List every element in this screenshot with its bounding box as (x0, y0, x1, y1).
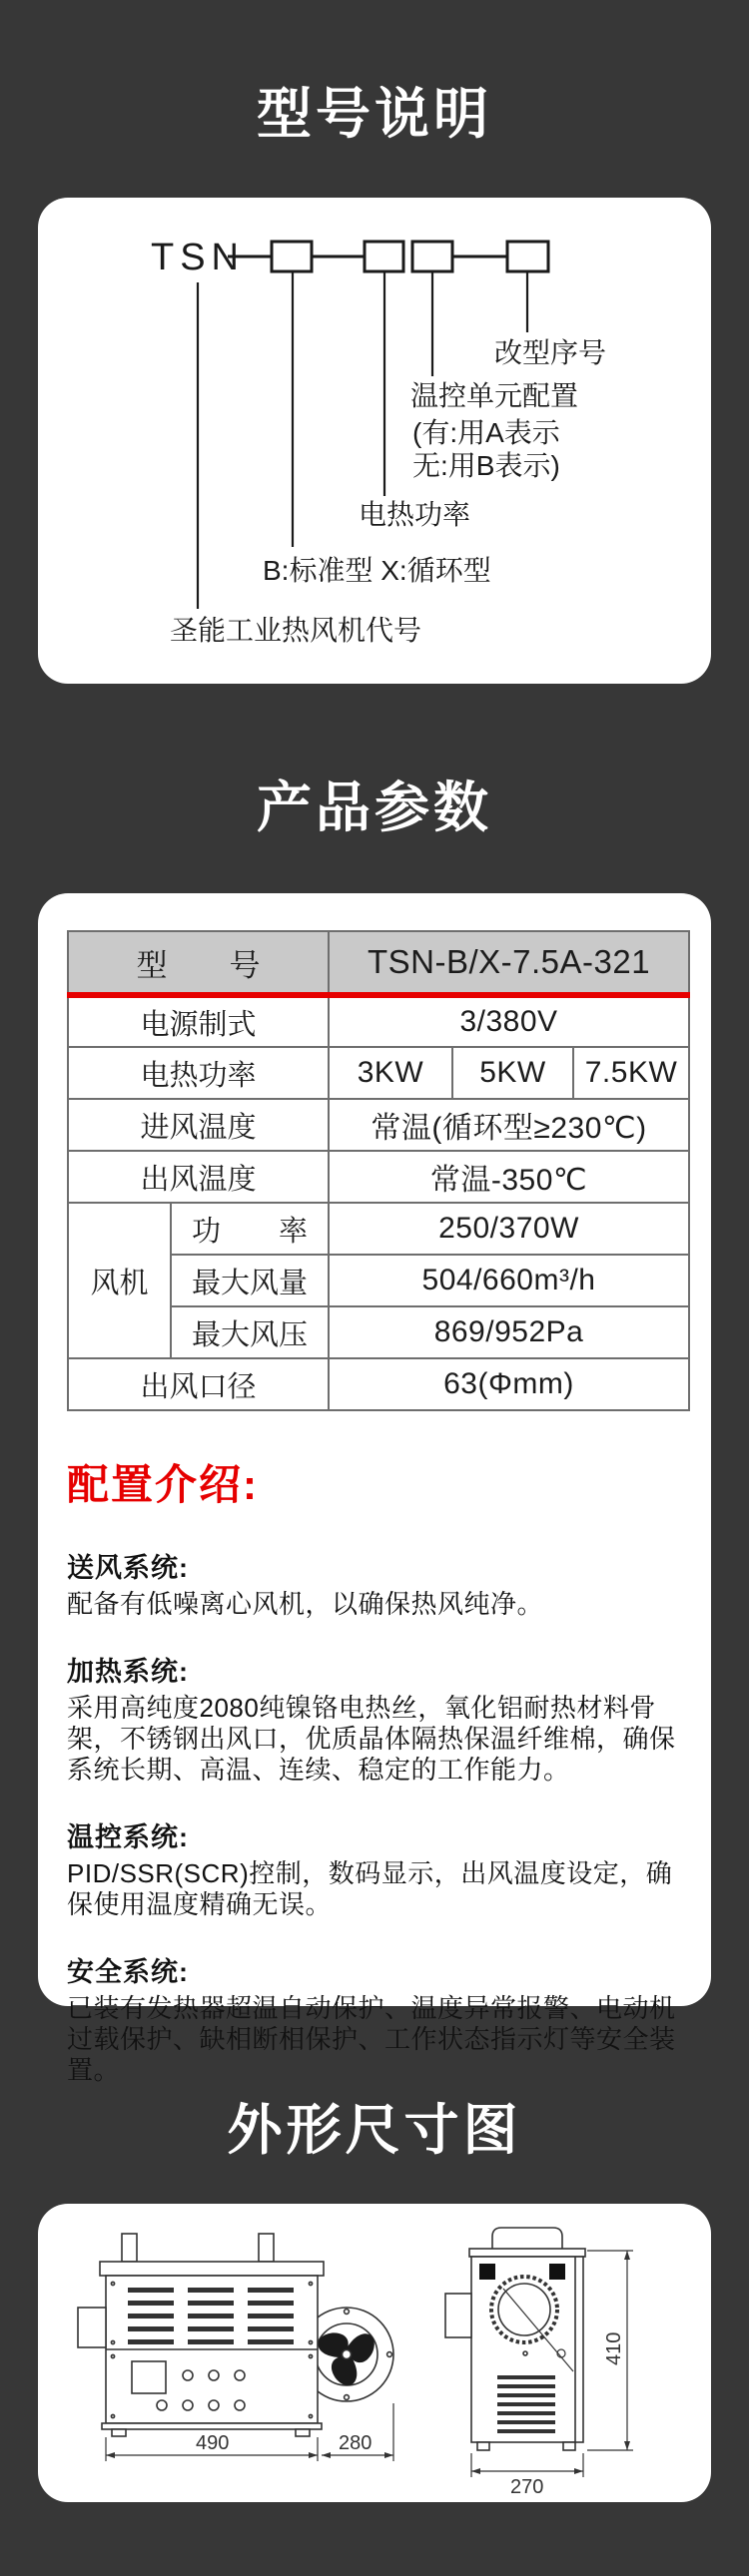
side-view-drawing (445, 2228, 585, 2450)
spec-value-model: TSN-B/X-7.5A-321 (329, 931, 689, 995)
config-block-body: 配备有低噪离心风机，以确保热风纯净。 (67, 1589, 544, 1619)
label-serial: 改型序号 (494, 337, 607, 368)
table-row (68, 1151, 689, 1203)
front-view-drawing (78, 2234, 393, 2436)
spec-label-inlet-temp: 进风温度 (68, 1099, 329, 1151)
spec-label-fan-power: 功 率 (171, 1203, 329, 1255)
table-row (68, 1099, 689, 1151)
config-block-body: 采用高纯度2080纯镍铬电热丝，氧化铝耐热材料骨架，不锈钢出风口，优质晶体隔热保温纤维棉，确保系统长期、高温、连续、稳定的工作能力。 (67, 1693, 676, 1785)
spec-value-fan-power: 250/370W (329, 1203, 689, 1255)
spec-label-heating-power: 电热功率 (68, 1047, 329, 1099)
label-temp-unit-3: 无:用B表示) (412, 450, 560, 481)
spec-label-fan: 风机 (68, 1203, 171, 1358)
config-block-body: PID/SSR(SCR)控制，数码显示，出风温度设定，确保使用温度精确无误。 (67, 1858, 673, 1919)
spec-value-outlet-temp: 常温-350℃ (329, 1151, 689, 1203)
dim-front-width-label: 490 (196, 2432, 230, 2454)
label-brand: 圣能工业热风机代号 (170, 615, 422, 646)
table-row (68, 1358, 689, 1410)
table-row (68, 931, 689, 995)
spec-label-power-supply: 电源制式 (68, 995, 329, 1047)
spec-value-power-supply: 3/380V (329, 995, 689, 1047)
spec-label-fan-airflow: 最大风量 (171, 1255, 329, 1306)
spec-value-heating-power-3: 7.5KW (573, 1047, 689, 1099)
dimension-drawing (38, 2204, 711, 2502)
config-block-heating (67, 1650, 694, 1786)
spec-value-inlet-temp: 常温(循环型≥230℃) (329, 1099, 689, 1151)
config-block-safety (67, 1950, 694, 2086)
label-temp-unit-1: 温控单元配置 (410, 380, 579, 411)
parameters-card (38, 893, 711, 2085)
section-title-params: 产品参数 (256, 776, 492, 838)
dim-side-height-label: 410 (603, 2331, 625, 2365)
config-block-title: 送风系统: (67, 1553, 189, 1583)
label-type: B:标准型 X:循环型 (263, 555, 491, 586)
spec-label-model: 型 号 (68, 931, 329, 995)
dim-fan-depth-label: 280 (339, 2432, 373, 2454)
config-intro (67, 1452, 694, 2116)
table-row (68, 1203, 689, 1255)
spec-label-outlet-temp: 出风温度 (68, 1151, 329, 1203)
config-block-title: 安全系统: (67, 1957, 189, 1987)
table-row (68, 1047, 689, 1099)
config-block-title: 温控系统: (67, 1822, 189, 1852)
spec-value-fan-pressure: 869/952Pa (329, 1306, 689, 1358)
model-code-card (38, 198, 711, 684)
config-block-air-supply (67, 1546, 694, 1620)
spec-value-fan-airflow: 504/660m³/h (329, 1255, 689, 1306)
dimensions-card (38, 2204, 711, 2502)
spec-value-heating-power-1: 3KW (329, 1047, 452, 1099)
config-block-title: 加热系统: (67, 1657, 189, 1687)
section-title-dimensions: 外形尺寸图 (227, 2099, 522, 2161)
model-code-diagram (38, 198, 711, 684)
spec-value-heating-power-2: 5KW (452, 1047, 573, 1099)
label-power: 电热功率 (359, 499, 471, 530)
config-block-temp-control (67, 1815, 694, 1920)
table-row (68, 995, 689, 1047)
spec-value-outlet-diameter: 63(Φmm) (329, 1358, 689, 1410)
model-prefix-label: TSN (151, 237, 245, 278)
config-heading: 配置介绍: (67, 1461, 259, 1508)
spec-label-outlet-diameter: 出风口径 (68, 1358, 329, 1410)
label-temp-unit-2: (有:用A表示 (412, 417, 560, 448)
dim-side-depth-label: 270 (510, 2476, 544, 2498)
spec-label-fan-pressure: 最大风压 (171, 1306, 329, 1358)
spec-table (67, 930, 690, 1411)
config-block-body: 已装有发热器超温自动保护、温度异常报警、电动机过载保护、缺相断相保护、工作状态指示灯等安全装置。 (67, 1993, 676, 2085)
section-title-model: 型号说明 (256, 83, 492, 145)
